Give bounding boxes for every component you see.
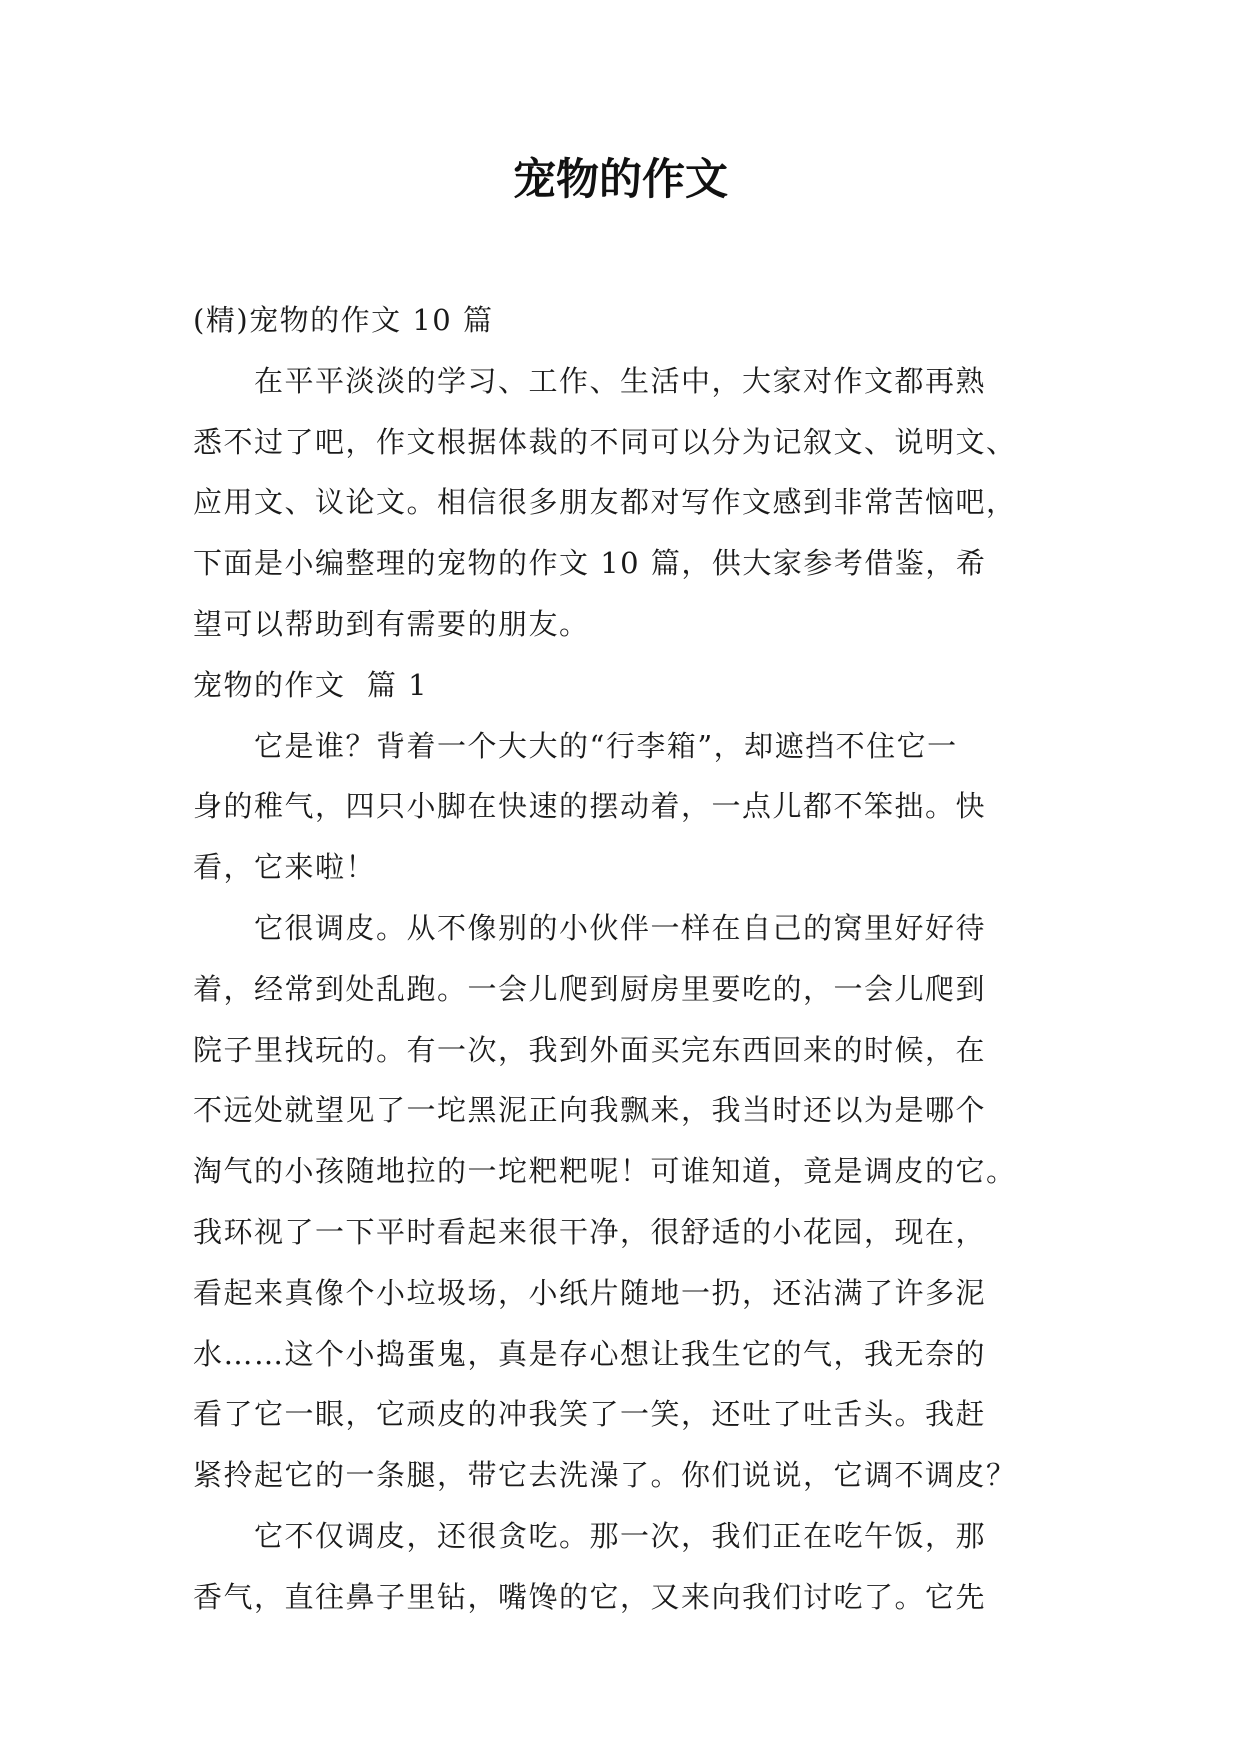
text-line: 望可以帮助到有需要的朋友。 [193, 606, 590, 641]
text-line: 应用文、议论文。相信很多朋友都对写作文感到非常苦恼吧， [193, 485, 1017, 520]
text-line: 香气，直往鼻子里钻，嘴馋的它，又来向我们讨吃了。它先 [193, 1579, 987, 1614]
text-line: 紧拎起它的一条腿，带它去洗澡了。你们说说，它调不调皮？ [193, 1458, 1017, 1493]
text-line: 身的稚气，四只小脚在快速的摆动着，一点儿都不笨拙。快 [193, 789, 987, 824]
text-line: 淘气的小孩随地拉的一坨粑粑呢！可谁知道，竟是调皮的它。 [193, 1154, 1017, 1189]
document-title: 宠物的作文 [513, 155, 728, 205]
text-line: 着，经常到处乱跑。一会儿爬到厨房里要吃的，一会儿爬到 [193, 971, 987, 1006]
section-heading: 宠物的作文 篇 1 [193, 667, 429, 702]
text-line: 它是谁？背着一个大大的“行李箱”，却遮挡不住它一 [193, 728, 958, 763]
text-line: 看了它一眼，它顽皮的冲我笑了一笑，还吐了吐舌头。我赶 [193, 1397, 987, 1432]
text-line: 它很调皮。从不像别的小伙伴一样在自己的窝里好好待 [193, 910, 987, 945]
document-body [193, 290, 1053, 1628]
text-line: 悉不过了吧，作文根据体裁的不同可以分为记叙文、说明文、 [193, 424, 1017, 459]
text-line: 院子里找玩的。有一次，我到外面买完东西回来的时候，在 [193, 1032, 987, 1067]
text-line: 在平平淡淡的学习、工作、生活中，大家对作文都再熟 [193, 363, 987, 398]
text-line: 我环视了一下平时看起来很干净，很舒适的小花园，现在， [193, 1214, 987, 1249]
intro-heading: (精)宠物的作文 10 篇 [193, 303, 494, 337]
text-line: 看，它来啦！ [193, 850, 377, 885]
text-line: 它不仅调皮，还很贪吃。那一次，我们正在吃午饭，那 [193, 1518, 987, 1553]
text-line: 看起来真像个小垃圾场，小纸片随地一扔，还沾满了许多泥 [193, 1275, 987, 1310]
text-line: 不远处就望见了一坨黑泥正向我飘来，我当时还以为是哪个 [193, 1093, 987, 1128]
text-line: 下面是小编整理的宠物的作文 10 篇，供大家参考借鉴，希 [193, 546, 987, 581]
text-line: 水……这个小捣蛋鬼，真是存心想让我生它的气，我无奈的 [193, 1336, 987, 1371]
